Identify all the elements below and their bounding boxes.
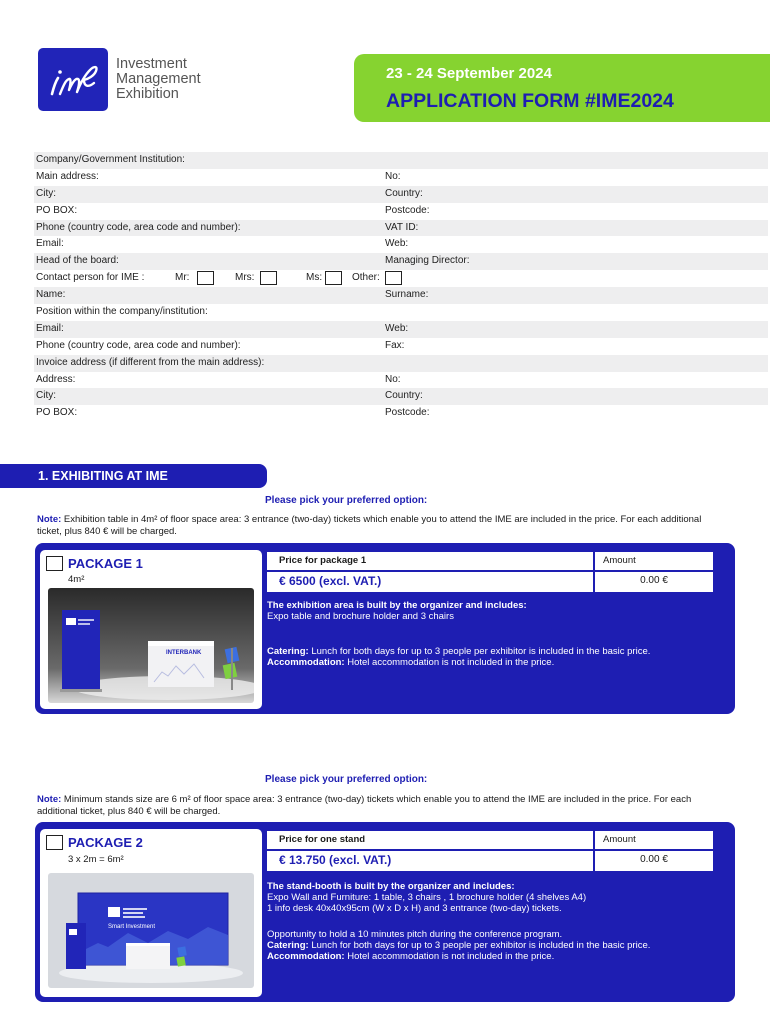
- package-1-booth-image: [48, 588, 254, 703]
- catering-label: Catering:: [267, 646, 309, 657]
- form-row[interactable]: [34, 304, 768, 321]
- postcode-label: Postcode:: [385, 204, 430, 216]
- brand-line-2: Management: [116, 71, 201, 87]
- form-row[interactable]: [34, 338, 768, 355]
- includes-text: Expo table and brochure holder and 3 chairs: [267, 611, 454, 622]
- accommodation-text: Hotel accommodation is not included in the price.: [344, 657, 555, 668]
- form-row[interactable]: [34, 236, 768, 253]
- package-2-checkbox[interactable]: [46, 835, 63, 850]
- note-text: Exhibition table in 4m² of floor space area: 3 entrance (two-day) tickets which enable you to attend the IME are included in the price. For each additional ticket, plus 840 € will be charged.: [37, 514, 702, 537]
- brand-line-3: Exhibition: [116, 86, 179, 102]
- vat-label: VAT ID:: [385, 221, 419, 233]
- email-label: Email:: [36, 238, 64, 250]
- event-dates: 23 - 24 September 2024: [386, 65, 552, 82]
- amount-label: Amount: [595, 552, 713, 570]
- package-2-name: PACKAGE 2: [68, 835, 143, 850]
- catering-text: Lunch for both days for up to 3 people per exhibitor is included in the basic price.: [308, 646, 651, 657]
- accommodation-text: Hotel accommodation is not included in the price.: [344, 951, 555, 962]
- accommodation-label: Accommodation:: [267, 657, 345, 668]
- stand-wall-text: Smart Investment: [108, 924, 156, 930]
- package-1-size: 4m²: [68, 574, 85, 585]
- page-title: APPLICATION FORM #IME2024: [386, 90, 674, 112]
- catering-text: Lunch for both days for up to 3 people per exhibitor is included in the basic price.: [308, 940, 651, 951]
- contact-person-label: Contact person for IME :: [36, 272, 145, 284]
- invoice-postcode-label: Postcode:: [385, 407, 430, 419]
- surname-label: Surname:: [385, 289, 429, 301]
- fax-label: Fax:: [385, 339, 405, 351]
- brand-line-1: Investment: [116, 56, 187, 72]
- city-label: City:: [36, 187, 56, 199]
- contact-row: [34, 270, 768, 287]
- note-text: Minimum stands size are 6 m² of floor space area: 3 entrance (two-day) tickets which enable you to attend the IME are included in the price. For each additional ticket, plus 840 € will be charged.: [37, 794, 692, 817]
- section-title: 1. EXHIBITING AT IME: [38, 469, 168, 483]
- package-1-description: [267, 600, 727, 622]
- company-label: Company/Government Institution:: [36, 154, 185, 165]
- invoice-no-label: No:: [385, 373, 401, 385]
- booth-sign: INTERBANK: [166, 650, 202, 656]
- package-1-panel: [35, 543, 735, 714]
- pitch-text: Opportunity to hold a 10 minutes pitch during the conference program.: [267, 929, 563, 940]
- phone-label: Phone (country code, area code and number):: [36, 221, 241, 233]
- pick-option-heading: Please pick your preferred option:: [265, 495, 428, 506]
- package-1-terms: [267, 646, 727, 668]
- position-label: Position within the company/institution:: [36, 306, 208, 318]
- package-2-panel: [35, 822, 735, 1002]
- web-label: Web:: [385, 238, 409, 250]
- form-row[interactable]: [34, 253, 768, 270]
- ime-logo-mark: [38, 48, 108, 111]
- other-checkbox[interactable]: [385, 271, 402, 285]
- accommodation-label: Accommodation:: [267, 951, 345, 962]
- catering-label: Catering:: [267, 940, 309, 951]
- package-2-size: 3 x 2m = 6m²: [68, 854, 124, 865]
- package-2-card: [40, 829, 262, 997]
- form-row[interactable]: [34, 287, 768, 304]
- no-label: No:: [385, 170, 401, 182]
- form-row[interactable]: [34, 321, 768, 338]
- form-row[interactable]: [34, 388, 768, 405]
- main-address-label: Main address:: [36, 170, 99, 182]
- invoice-city-label: City:: [36, 390, 56, 402]
- form-row[interactable]: [34, 372, 768, 389]
- amount-label: Amount: [595, 831, 713, 849]
- package-2-booth-image: [48, 873, 254, 988]
- package-2-price: € 13.750 (excl. VAT.): [267, 851, 593, 871]
- name-label: Name:: [36, 289, 66, 301]
- invoice-po-box-label: PO BOX:: [36, 407, 78, 419]
- mrs-checkbox[interactable]: [260, 271, 277, 285]
- invoice-address-label: Invoice address (if different from the main address):: [36, 356, 265, 368]
- invoice-country-label: Country:: [385, 390, 423, 402]
- package-1-amount[interactable]: 0.00 €: [595, 572, 713, 592]
- includes-title: The exhibition area is built by the organizer and includes:: [267, 600, 527, 611]
- note-label: Note:: [37, 794, 62, 805]
- package-2-description: [267, 881, 727, 914]
- pick-option-heading: Please pick your preferred option:: [265, 774, 428, 785]
- package-note: [37, 514, 727, 537]
- price-label: Price for package 1: [267, 552, 593, 570]
- includes-title: The stand-booth is built by the organizer and includes:: [267, 881, 515, 892]
- contact-web-label: Web:: [385, 322, 409, 334]
- package-2-terms: [267, 929, 727, 962]
- ms-checkbox[interactable]: [325, 271, 342, 285]
- contact-phone-label: Phone (country code, area code and number):: [36, 339, 241, 351]
- price-label: Price for one stand: [267, 831, 593, 849]
- form-row[interactable]: [34, 169, 768, 186]
- application-form: [34, 152, 768, 422]
- package-1-name: PACKAGE 1: [68, 556, 143, 571]
- mr-checkbox[interactable]: [197, 271, 214, 285]
- form-row[interactable]: [34, 355, 768, 372]
- includes-line-2: 1 info desk 40x40x95cm (W x D x H) and 3 entrance (two-day) tickets.: [267, 903, 562, 914]
- country-label: Country:: [385, 187, 423, 199]
- po-box-label: PO BOX:: [36, 204, 78, 216]
- form-row[interactable]: [34, 405, 768, 422]
- package-note: [37, 794, 727, 817]
- invoice-street-label: Address:: [36, 373, 76, 385]
- other-label: Other:: [352, 272, 380, 284]
- form-row[interactable]: [34, 203, 768, 220]
- note-label: Note:: [37, 514, 62, 525]
- managing-director-label: Managing Director:: [385, 255, 470, 267]
- form-row[interactable]: [34, 186, 768, 203]
- package-2-amount[interactable]: 0.00 €: [595, 851, 713, 871]
- booth-illustration: [48, 588, 254, 703]
- form-row[interactable]: [34, 152, 768, 169]
- form-row[interactable]: [34, 220, 768, 237]
- ms-label: Ms:: [306, 272, 323, 284]
- package-1-checkbox[interactable]: [46, 556, 63, 571]
- mrs-label: Mrs:: [235, 272, 255, 284]
- brand-name: [116, 57, 201, 102]
- mr-label: Mr:: [175, 272, 190, 284]
- ime-logo: [38, 48, 108, 111]
- includes-line-1: Expo Wall and Furniture: 1 table, 3 chairs , 1 brochure holder (4 shelves A4): [267, 892, 587, 903]
- contact-email-label: Email:: [36, 322, 64, 334]
- stand-illustration: [48, 873, 254, 988]
- package-1-price: € 6500 (excl. VAT.): [267, 572, 593, 592]
- package-1-card: [40, 550, 262, 709]
- head-of-board-label: Head of the board:: [36, 255, 119, 267]
